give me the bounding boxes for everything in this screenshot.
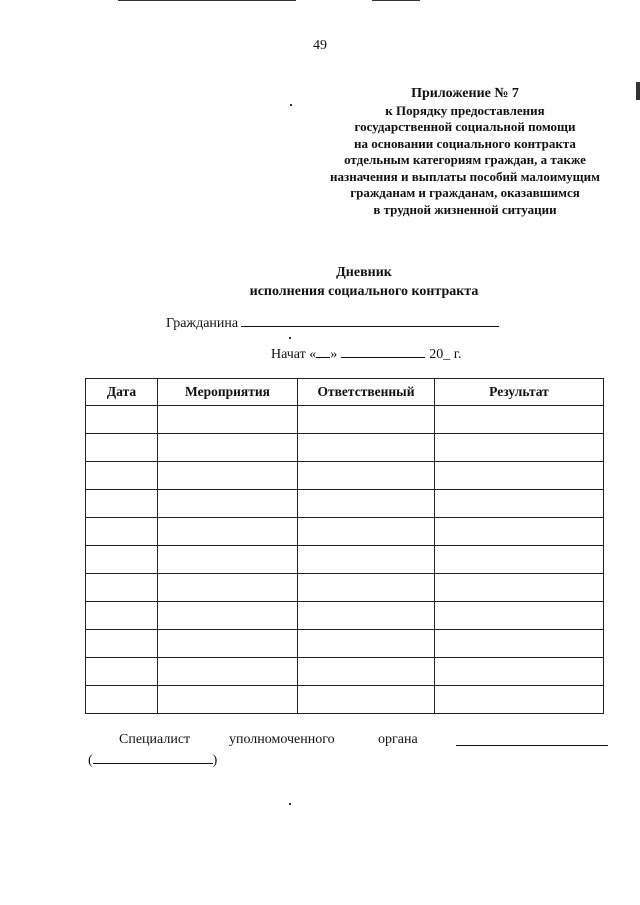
citizen-field xyxy=(166,312,499,332)
cell-date[interactable] xyxy=(86,434,158,462)
scan-mark-top-right xyxy=(372,0,420,1)
table-body xyxy=(86,406,604,714)
appendix-line: на основании социального контракта xyxy=(354,135,576,151)
signature-word-authorized: уполномоченного xyxy=(229,732,335,747)
cell-responsible[interactable] xyxy=(298,630,435,658)
cell-date[interactable] xyxy=(86,686,158,714)
appendix-title: Приложение № 7 xyxy=(411,86,519,101)
cell-activities[interactable] xyxy=(158,462,298,490)
appendix-line: отдельным категориям граждан, а также xyxy=(344,152,586,167)
cell-result[interactable] xyxy=(435,490,604,518)
table-row xyxy=(86,602,604,630)
appendix-line: гражданам и гражданам, оказавшимся xyxy=(350,185,580,200)
signature-blank-line[interactable] xyxy=(456,745,608,746)
cell-result[interactable] xyxy=(435,546,604,574)
cell-activities[interactable] xyxy=(158,602,298,630)
cell-result[interactable] xyxy=(435,602,604,630)
table-row xyxy=(86,462,604,490)
cell-activities[interactable] xyxy=(158,434,298,462)
started-close-quote: » xyxy=(330,347,338,362)
cell-result[interactable] xyxy=(435,686,604,714)
cell-date[interactable] xyxy=(86,406,158,434)
appendix-line: назначения и выплаты пособий малоимущим xyxy=(329,168,601,184)
cell-result[interactable] xyxy=(435,434,604,462)
title-line-1: Дневник xyxy=(336,265,392,280)
cell-result[interactable] xyxy=(435,462,604,490)
table-row xyxy=(86,490,604,518)
table-row xyxy=(86,686,604,714)
cell-date[interactable] xyxy=(86,490,158,518)
cell-responsible[interactable] xyxy=(298,574,435,602)
citizen-blank-line[interactable] xyxy=(241,312,499,327)
header-date: Дата xyxy=(86,379,158,406)
cell-date[interactable] xyxy=(86,546,158,574)
cell-activities[interactable] xyxy=(158,658,298,686)
table-row xyxy=(86,546,604,574)
cell-activities[interactable] xyxy=(158,490,298,518)
cell-responsible[interactable] xyxy=(298,658,435,686)
cell-date[interactable] xyxy=(86,630,158,658)
appendix-line: к Порядку предоставления xyxy=(385,102,545,118)
cell-responsible[interactable] xyxy=(298,406,435,434)
page-number: 49 xyxy=(313,38,327,53)
cell-responsible[interactable] xyxy=(298,602,435,630)
cell-result[interactable] xyxy=(435,406,604,434)
month-blank-line[interactable] xyxy=(341,345,425,358)
cell-date[interactable] xyxy=(86,518,158,546)
cell-result[interactable] xyxy=(435,518,604,546)
started-prefix: Начат « xyxy=(271,347,317,362)
cell-date[interactable] xyxy=(86,574,158,602)
started-date-field xyxy=(271,345,461,363)
signature-name-field xyxy=(88,751,217,769)
cell-responsible[interactable] xyxy=(298,434,435,462)
cell-activities[interactable] xyxy=(158,630,298,658)
cell-activities[interactable] xyxy=(158,686,298,714)
table-row xyxy=(86,434,604,462)
cell-responsible[interactable] xyxy=(298,518,435,546)
table-header-row xyxy=(86,379,604,406)
cell-responsible[interactable] xyxy=(298,490,435,518)
signature-word-body: органа xyxy=(378,732,418,747)
cell-responsible[interactable] xyxy=(298,462,435,490)
header-activities: Мероприятия xyxy=(158,379,298,406)
paren-close: ) xyxy=(212,753,218,768)
cell-date[interactable] xyxy=(86,602,158,630)
cell-activities[interactable] xyxy=(158,518,298,546)
table-row xyxy=(86,630,604,658)
table-row xyxy=(86,406,604,434)
scan-mark-top-left xyxy=(118,0,296,1)
document-title xyxy=(0,263,640,301)
header-responsible: Ответственный xyxy=(298,379,435,406)
name-blank-line[interactable] xyxy=(93,751,213,764)
citizen-label: Гражданина xyxy=(166,316,239,331)
appendix-line: государственной социальной помощи xyxy=(354,119,576,134)
day-blank-line[interactable] xyxy=(316,345,330,358)
scan-dot-3 xyxy=(289,803,291,805)
scan-dot-1 xyxy=(290,104,292,106)
cell-responsible[interactable] xyxy=(298,686,435,714)
cell-result[interactable] xyxy=(435,630,604,658)
appendix-header xyxy=(300,86,630,218)
table-row xyxy=(86,518,604,546)
cell-activities[interactable] xyxy=(158,574,298,602)
cell-activities[interactable] xyxy=(158,406,298,434)
paren-open: ( xyxy=(88,753,93,768)
cell-responsible[interactable] xyxy=(298,546,435,574)
header-result: Результат xyxy=(435,379,604,406)
table-row xyxy=(86,574,604,602)
cell-activities[interactable] xyxy=(158,546,298,574)
signature-word-specialist: Специалист xyxy=(119,732,191,747)
title-line-2: исполнения социального контракта xyxy=(249,284,479,299)
cell-date[interactable] xyxy=(86,658,158,686)
appendix-line: в трудной жизненной ситуации xyxy=(373,201,557,217)
scan-mark-right-edge xyxy=(636,82,640,100)
started-year: 20_ г. xyxy=(429,347,462,362)
cell-date[interactable] xyxy=(86,462,158,490)
table-row xyxy=(86,658,604,686)
diary-table xyxy=(85,378,604,714)
cell-result[interactable] xyxy=(435,574,604,602)
scan-dot-2 xyxy=(289,337,291,339)
cell-result[interactable] xyxy=(435,658,604,686)
